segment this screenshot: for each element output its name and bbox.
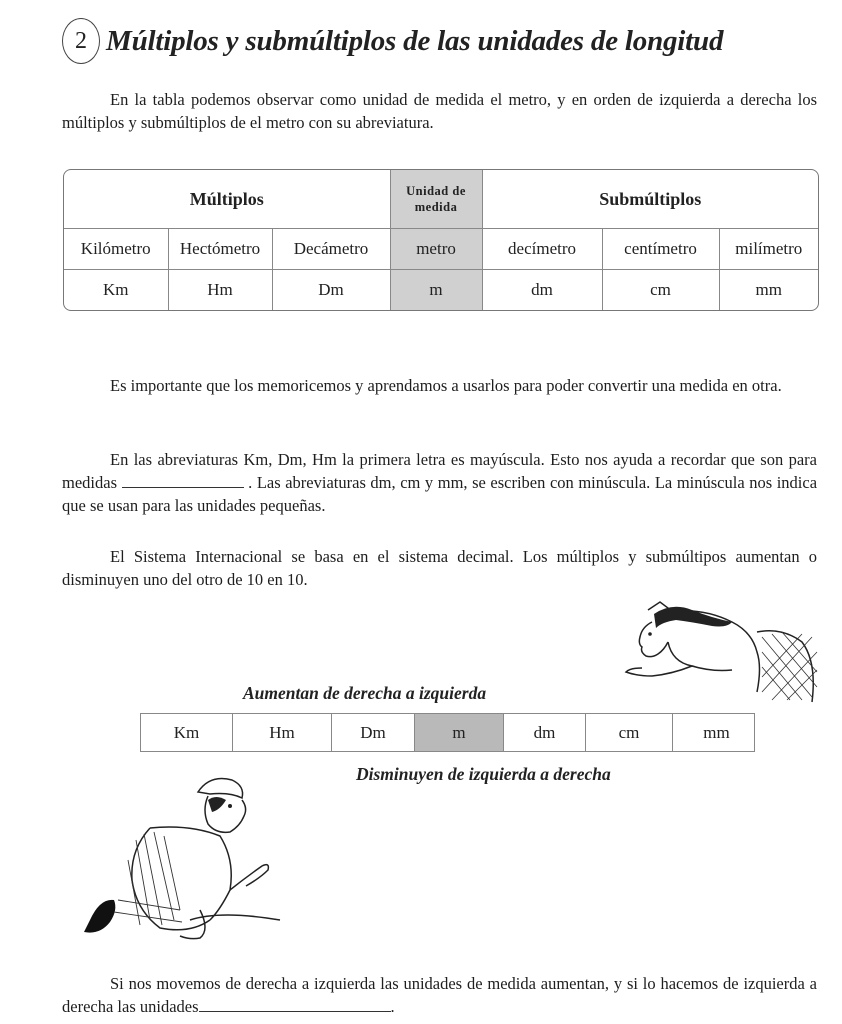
- strip-cell: cm: [586, 714, 673, 751]
- strip-cell: Km: [141, 714, 233, 751]
- woman-pointing-illustration: [612, 592, 824, 704]
- unit-name-cell: Decámetro: [272, 229, 390, 270]
- unit-order-strip: [140, 713, 755, 752]
- unit-abbrev-cell: m: [390, 270, 482, 311]
- multiples-header: Múltiplos: [64, 170, 390, 229]
- fill-in-blank-2[interactable]: [199, 997, 391, 1012]
- unit-of-measure-header: Unidad de medida: [390, 170, 482, 229]
- strip-cell: Dm: [332, 714, 415, 751]
- intro-paragraph: [62, 88, 817, 134]
- unit-name-cell: Kilómetro: [64, 229, 168, 270]
- unit-abbrev-cell: Km: [64, 270, 168, 311]
- section-number-badge: 2: [62, 18, 100, 64]
- units-table: [63, 169, 819, 311]
- unit-abbrev-cell: cm: [602, 270, 719, 311]
- unit-abbrev-cell: Hm: [168, 270, 272, 311]
- strip-cell: dm: [504, 714, 586, 751]
- intro-text: En la tabla podemos observar como unidad de medida el metro, y en orden de izquierda a derecha los múltiplos y submúltiplos de el metro con su abreviatura.: [62, 90, 817, 132]
- unit-name-cell: centímetro: [602, 229, 719, 270]
- unit-abbrev-cell: mm: [719, 270, 818, 311]
- memorize-paragraph: Es importante que los memoricemos y aprendamos a usarlos para poder convertir una medida en otra.: [110, 376, 782, 395]
- strip-cell-meter: m: [415, 714, 504, 751]
- unit-name-cell: decímetro: [482, 229, 602, 270]
- unit-name-cell: Hectómetro: [168, 229, 272, 270]
- boy-kneeling-illustration: [70, 770, 285, 945]
- decimal-paragraph: El Sistema Internacional se basa en el sistema decimal. Los múltiplos y submúltipos aumentan o disminuyen uno del otro de 10 en 10.: [62, 547, 817, 589]
- fill-in-blank-1[interactable]: [122, 473, 244, 488]
- submultiples-header: Submúltiplos: [482, 170, 818, 229]
- strip-cell: mm: [703, 722, 730, 742]
- increase-direction-label: Aumentan de derecha a izquierda: [243, 683, 487, 703]
- strip-cell: Hm: [233, 714, 332, 751]
- unit-name-cell: metro: [390, 229, 482, 270]
- unit-abbrev-cell: Dm: [272, 270, 390, 311]
- abbreviation-paragraph: En las abreviaturas Km, Dm, Hm la primera letra es mayúscula. Esto nos ayuda a recordar que son para medidas . Las abreviaturas dm, cm y mm, se escriben con minúscula. La minúscula nos indica que se usan para las unidades pequeñas.: [62, 450, 818, 515]
- unit-name-cell: milímetro: [719, 229, 818, 270]
- unit-abbrev-cell: dm: [482, 270, 602, 311]
- final-paragraph: Si nos movemos de derecha a izquierda las unidades de medida aumentan, y si lo hacemos de izquierda a derecha las unidades .: [62, 974, 817, 1016]
- section-title: [62, 14, 723, 68]
- decrease-direction-label: Disminuyen de izquierda a derecha: [356, 764, 611, 784]
- page-title: Múltiplos y submúltiplos de las unidades de longitud: [106, 24, 724, 57]
